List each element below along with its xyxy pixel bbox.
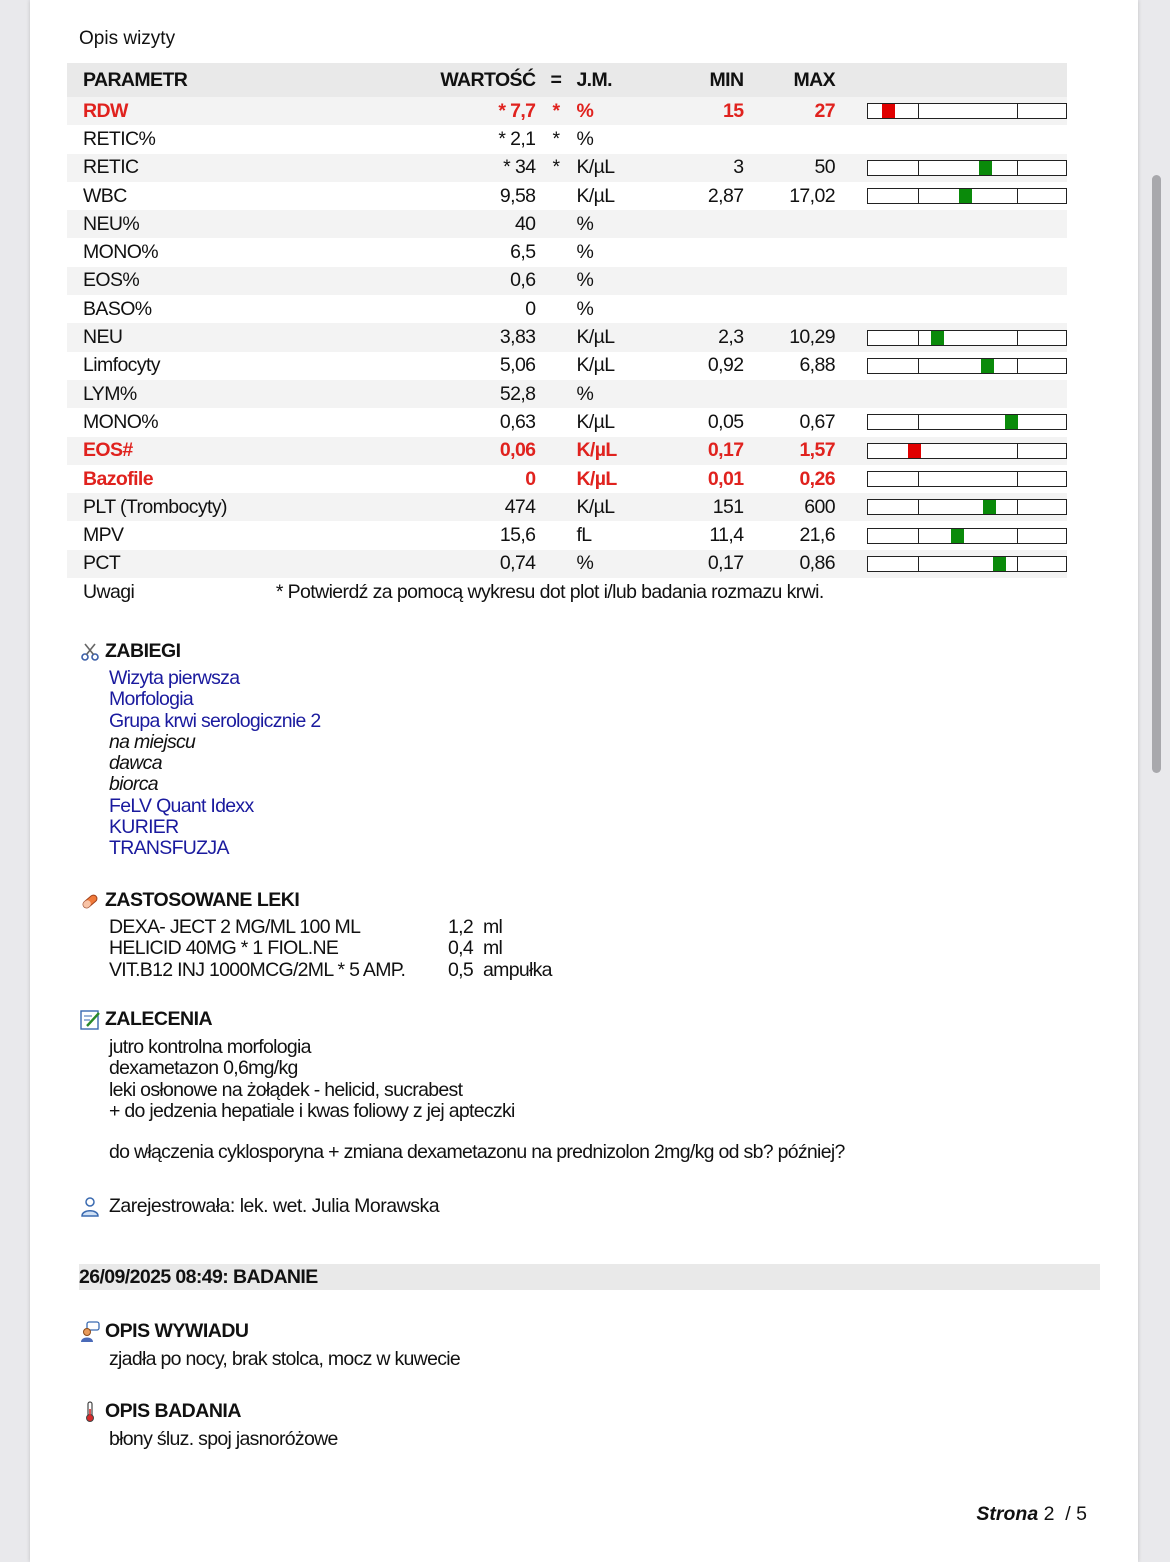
drug-name: HELICID 40MG * 1 FIOL.NE [109, 937, 339, 960]
result-unit: % [576, 127, 594, 150]
result-range-cell [835, 125, 1067, 153]
result-row [67, 408, 1067, 436]
result-value: 40 [276, 210, 536, 238]
result-unit: fL [576, 524, 592, 547]
result-min [675, 267, 744, 295]
zabieg-item[interactable]: KURIER [109, 816, 179, 839]
result-name: NEU [67, 323, 276, 351]
result-min [675, 295, 744, 323]
result-max: 0,67 [799, 410, 835, 433]
zalecenie-line: jutro kontrolna morfologia [109, 1036, 311, 1058]
result-min: 2,3 [675, 323, 744, 351]
result-star [535, 238, 576, 266]
result-value: 3,83 [276, 323, 536, 351]
drug-unit: ml [483, 916, 503, 938]
result-row [67, 380, 1067, 408]
range-bar [867, 160, 1067, 176]
result-max [743, 267, 835, 295]
result-unit: % [576, 297, 594, 320]
result-range-cell [835, 238, 1067, 266]
result-star: * [552, 127, 560, 150]
drug-row [109, 938, 552, 959]
zalecenia-section [79, 1008, 845, 1163]
range-bar-tick [918, 161, 920, 175]
range-bar [867, 471, 1067, 487]
result-unit: K/µL [576, 354, 615, 377]
drug-qty: 0,5 [447, 958, 473, 981]
results-header-row [67, 63, 1067, 97]
result-range-cell [835, 465, 1067, 493]
result-value: 0,6 [276, 267, 536, 295]
result-name: WBC [83, 184, 127, 207]
result-min: 0,05 [707, 410, 744, 433]
header-param: PARAMETR [67, 63, 276, 97]
range-bar-tick [1017, 104, 1019, 118]
opis-badania-title: OPIS BADANIA [105, 1400, 241, 1422]
result-star: * [535, 154, 576, 182]
result-max: 0,86 [743, 550, 835, 578]
badanie-date-header: 26/09/2025 08:49: BADANIE [79, 1264, 1100, 1290]
result-range-cell [835, 210, 1067, 238]
range-bar-marker [1005, 415, 1018, 429]
zalecenie-line: dexametazon 0,6mg/kg [109, 1057, 298, 1080]
result-star [535, 493, 576, 521]
result-min [675, 238, 744, 266]
range-bar [867, 103, 1067, 119]
result-max: 17,02 [789, 184, 835, 207]
range-bar-tick [918, 104, 920, 118]
result-name: BASO% [83, 297, 152, 320]
range-bar-tick [918, 331, 920, 345]
scrollbar[interactable] [1152, 175, 1161, 773]
result-unit: % [576, 241, 594, 264]
zabiegi-title: ZABIEGI [105, 640, 181, 662]
opis-badania-section [79, 1400, 338, 1450]
drug-qty: 1,2 [447, 916, 473, 938]
page-total: 5 [1076, 1503, 1087, 1525]
drug-unit: ampułka [483, 958, 552, 981]
result-max: 0,26 [799, 467, 835, 490]
header-unit: J.M. [576, 63, 674, 97]
result-range-cell [835, 154, 1067, 182]
result-star [535, 267, 576, 295]
result-max [743, 238, 835, 266]
result-name: MONO% [83, 241, 159, 264]
result-range-cell [835, 408, 1067, 436]
result-min: 3 [675, 154, 744, 182]
result-min: 0,17 [675, 437, 744, 465]
zabieg-item[interactable]: TRANSFUZJA [109, 837, 229, 860]
result-max: 600 [743, 493, 835, 521]
range-bar-tick [918, 557, 920, 571]
header-value: WARTOŚĆ [276, 63, 536, 97]
result-star [535, 323, 576, 351]
result-row [67, 550, 1067, 578]
range-bar-marker [993, 557, 1006, 571]
zalecenie-line: leki osłonowe na żołądek - helicid, sucrabest [109, 1078, 463, 1101]
result-range-cell [835, 323, 1067, 351]
range-bar-tick [918, 189, 920, 203]
header-min: MIN [675, 63, 744, 97]
person-icon [79, 1196, 101, 1218]
zabieg-item[interactable]: FeLV Quant Idexx [109, 794, 254, 817]
registered-by [79, 1195, 439, 1218]
range-bar-tick [1017, 557, 1019, 571]
result-star [535, 408, 576, 436]
result-unit: K/µL [576, 154, 674, 182]
drug-name: VIT.B12 INJ 1000MCG/2ML * 5 AMP. [109, 958, 406, 981]
result-name: RETIC% [83, 127, 156, 150]
result-value: 6,5 [510, 241, 536, 264]
result-min: 0,92 [707, 354, 744, 377]
result-unit: % [576, 550, 674, 578]
result-name: RDW [67, 97, 276, 125]
result-star [535, 295, 576, 323]
result-name: LYM% [67, 380, 276, 408]
result-range-cell [835, 352, 1067, 380]
result-row [67, 125, 1067, 153]
range-bar-tick [1017, 500, 1019, 514]
zabieg-item: dawca [109, 752, 162, 775]
result-unit: % [576, 210, 674, 238]
result-star [535, 437, 576, 465]
result-range-cell [835, 267, 1067, 295]
result-value: 0,06 [276, 437, 536, 465]
range-bar-tick [918, 472, 920, 486]
range-bar-tick [1017, 189, 1019, 203]
result-min: 2,87 [707, 184, 744, 207]
result-value: 9,58 [499, 184, 536, 207]
zabieg-item[interactable]: Grupa krwi serologicznie 2 [109, 709, 321, 732]
drug-row [109, 917, 552, 938]
zabieg-item: na miejscu [109, 730, 196, 753]
result-name: EOS% [67, 267, 276, 295]
result-min: 15 [675, 97, 744, 125]
thermometer-icon [79, 1401, 101, 1423]
result-min: 0,17 [675, 550, 744, 578]
range-bar-marker [981, 359, 994, 373]
wywiad-title: OPIS WYWIADU [105, 1320, 249, 1342]
result-max [743, 295, 835, 323]
result-min [675, 380, 744, 408]
result-star [535, 380, 576, 408]
result-unit: K/µL [576, 410, 615, 433]
range-bar [867, 358, 1067, 374]
result-unit: % [576, 380, 674, 408]
result-value: * 34 [276, 154, 536, 182]
result-range-cell [835, 97, 1067, 125]
range-bar-tick [1017, 359, 1019, 373]
result-value: 52,8 [276, 380, 536, 408]
section-title-opis-wizyty: Opis wizyty [79, 28, 176, 49]
wywiad-section [79, 1320, 460, 1370]
result-star [535, 210, 576, 238]
result-max: 1,57 [743, 437, 835, 465]
range-bar-tick [1017, 529, 1019, 543]
result-max: 21,6 [799, 524, 835, 547]
opis-badania-text: błony śluz. spoj jasnoróżowe [109, 1428, 338, 1450]
result-row [67, 210, 1067, 238]
range-bar-tick [1017, 472, 1019, 486]
uwagi-note: * Potwierdź za pomocą wykresu dot plot i/lub badania rozmazu krwi. [275, 580, 824, 603]
range-bar [867, 188, 1067, 204]
range-bar [867, 499, 1067, 515]
result-min: 0,01 [707, 467, 744, 490]
range-bar [867, 330, 1067, 346]
result-range-cell [835, 182, 1067, 210]
result-range-cell [835, 550, 1067, 578]
result-value: 15,6 [499, 524, 536, 547]
range-bar-tick [918, 415, 920, 429]
result-value: 0,74 [276, 550, 536, 578]
uwagi-row [67, 578, 1067, 606]
result-unit: K/µL [576, 493, 674, 521]
result-name: MPV [83, 524, 124, 547]
edit-note-icon [79, 1009, 101, 1031]
range-bar-marker [882, 104, 895, 118]
range-bar-tick [918, 359, 920, 373]
result-star [535, 521, 576, 549]
result-row [67, 182, 1067, 210]
result-unit: K/µL [576, 437, 674, 465]
result-unit: K/µL [576, 184, 615, 207]
zabiegi-section [79, 640, 321, 860]
registered-text: Zarejestrowała: lek. wet. Julia Morawska [109, 1195, 440, 1217]
interview-icon [79, 1321, 101, 1343]
wywiad-text: zjadła po nocy, brak stolca, mocz w kuwecie [109, 1348, 461, 1370]
result-name: PLT (Trombocyty) [67, 493, 276, 521]
result-max: 6,88 [799, 354, 835, 377]
result-value: 0 [525, 467, 536, 490]
range-bar-marker [979, 161, 992, 175]
drug-row [109, 960, 552, 981]
result-row [67, 493, 1067, 521]
scissors-icon [79, 641, 101, 663]
result-name: Bazofile [83, 467, 153, 490]
range-bar-marker [931, 331, 944, 345]
result-min: 151 [675, 493, 744, 521]
result-row [67, 238, 1067, 266]
result-star [535, 352, 576, 380]
drug-name: DEXA- JECT 2 MG/ML 100 ML [109, 916, 361, 938]
result-star [535, 465, 576, 493]
leki-section [79, 889, 552, 981]
result-range-cell [835, 380, 1067, 408]
result-value: 5,06 [499, 354, 536, 377]
result-row [67, 437, 1067, 465]
range-bar-tick [1017, 161, 1019, 175]
range-bar [867, 414, 1067, 430]
page-sep: / [1065, 1503, 1071, 1525]
page-current: 2 [1043, 1503, 1055, 1525]
range-bar-tick [918, 529, 920, 543]
result-max: 27 [743, 97, 835, 125]
result-value: 0 [525, 297, 536, 320]
range-bar-marker [951, 529, 964, 543]
page-label: Strona [976, 1503, 1039, 1525]
result-value: * 2,1 [498, 127, 536, 150]
page-indicator [976, 1503, 1087, 1526]
range-bar-tick [1017, 444, 1019, 458]
result-min [675, 210, 744, 238]
range-bar-marker [908, 444, 921, 458]
result-name: Limfocyty [83, 354, 160, 377]
result-unit: % [576, 267, 674, 295]
leki-title: ZASTOSOWANE LEKI [105, 889, 300, 911]
result-star [535, 182, 576, 210]
result-row [67, 323, 1067, 351]
pill-icon [79, 890, 101, 912]
result-star [535, 550, 576, 578]
zabieg-item[interactable]: Morfologia [109, 688, 194, 711]
results-table [67, 63, 1067, 606]
result-name: PCT [67, 550, 276, 578]
result-unit: K/µL [576, 323, 674, 351]
result-value: * 7,7 [276, 97, 536, 125]
range-bar-marker [959, 189, 972, 203]
result-row [67, 352, 1067, 380]
result-row [67, 154, 1067, 182]
range-bar [867, 556, 1067, 572]
zalecenie-line: + do jedzenia hepatiale i kwas foliowy z jej apteczki [109, 1099, 515, 1122]
result-name: MONO% [83, 410, 159, 433]
result-name: EOS# [67, 437, 276, 465]
result-range-cell [835, 521, 1067, 549]
result-row [67, 521, 1067, 549]
result-unit: % [576, 97, 674, 125]
drug-unit: ml [483, 937, 503, 960]
zabieg-item[interactable]: Wizyta pierwsza [109, 667, 240, 689]
range-bar-marker [983, 500, 996, 514]
range-bar [867, 443, 1067, 459]
header-max: MAX [743, 63, 835, 97]
result-row [67, 267, 1067, 295]
result-max [743, 380, 835, 408]
result-range-cell [835, 493, 1067, 521]
result-range-cell [835, 295, 1067, 323]
result-row [67, 295, 1067, 323]
result-min [675, 125, 744, 153]
uwagi-label: Uwagi [83, 580, 135, 603]
range-bar-tick [918, 500, 920, 514]
result-row [67, 465, 1067, 493]
result-min: 11,4 [709, 524, 744, 547]
drugs-table [109, 917, 552, 981]
result-value: 0,63 [499, 410, 536, 433]
result-name: NEU% [67, 210, 276, 238]
result-max: 10,29 [743, 323, 835, 351]
zalecenia-extra: do włączenia cyklosporyna + zmiana dexametazonu na prednizolon 2mg/kg od sb? później? [109, 1141, 845, 1164]
result-range-cell [835, 437, 1067, 465]
result-max [743, 125, 835, 153]
range-bar [867, 528, 1067, 544]
zabieg-item: biorca [109, 773, 158, 796]
result-unit: K/µL [576, 467, 617, 490]
header-bar [835, 63, 1067, 97]
range-bar-tick [1017, 331, 1019, 345]
result-max: 50 [743, 154, 835, 182]
zalecenia-title: ZALECENIA [105, 1008, 213, 1030]
header-eq: = [535, 63, 576, 97]
result-row [67, 97, 1067, 125]
result-value: 474 [276, 493, 536, 521]
result-name: RETIC [67, 154, 276, 182]
result-star: * [535, 97, 576, 125]
result-max [743, 210, 835, 238]
drug-qty: 0,4 [447, 937, 473, 960]
